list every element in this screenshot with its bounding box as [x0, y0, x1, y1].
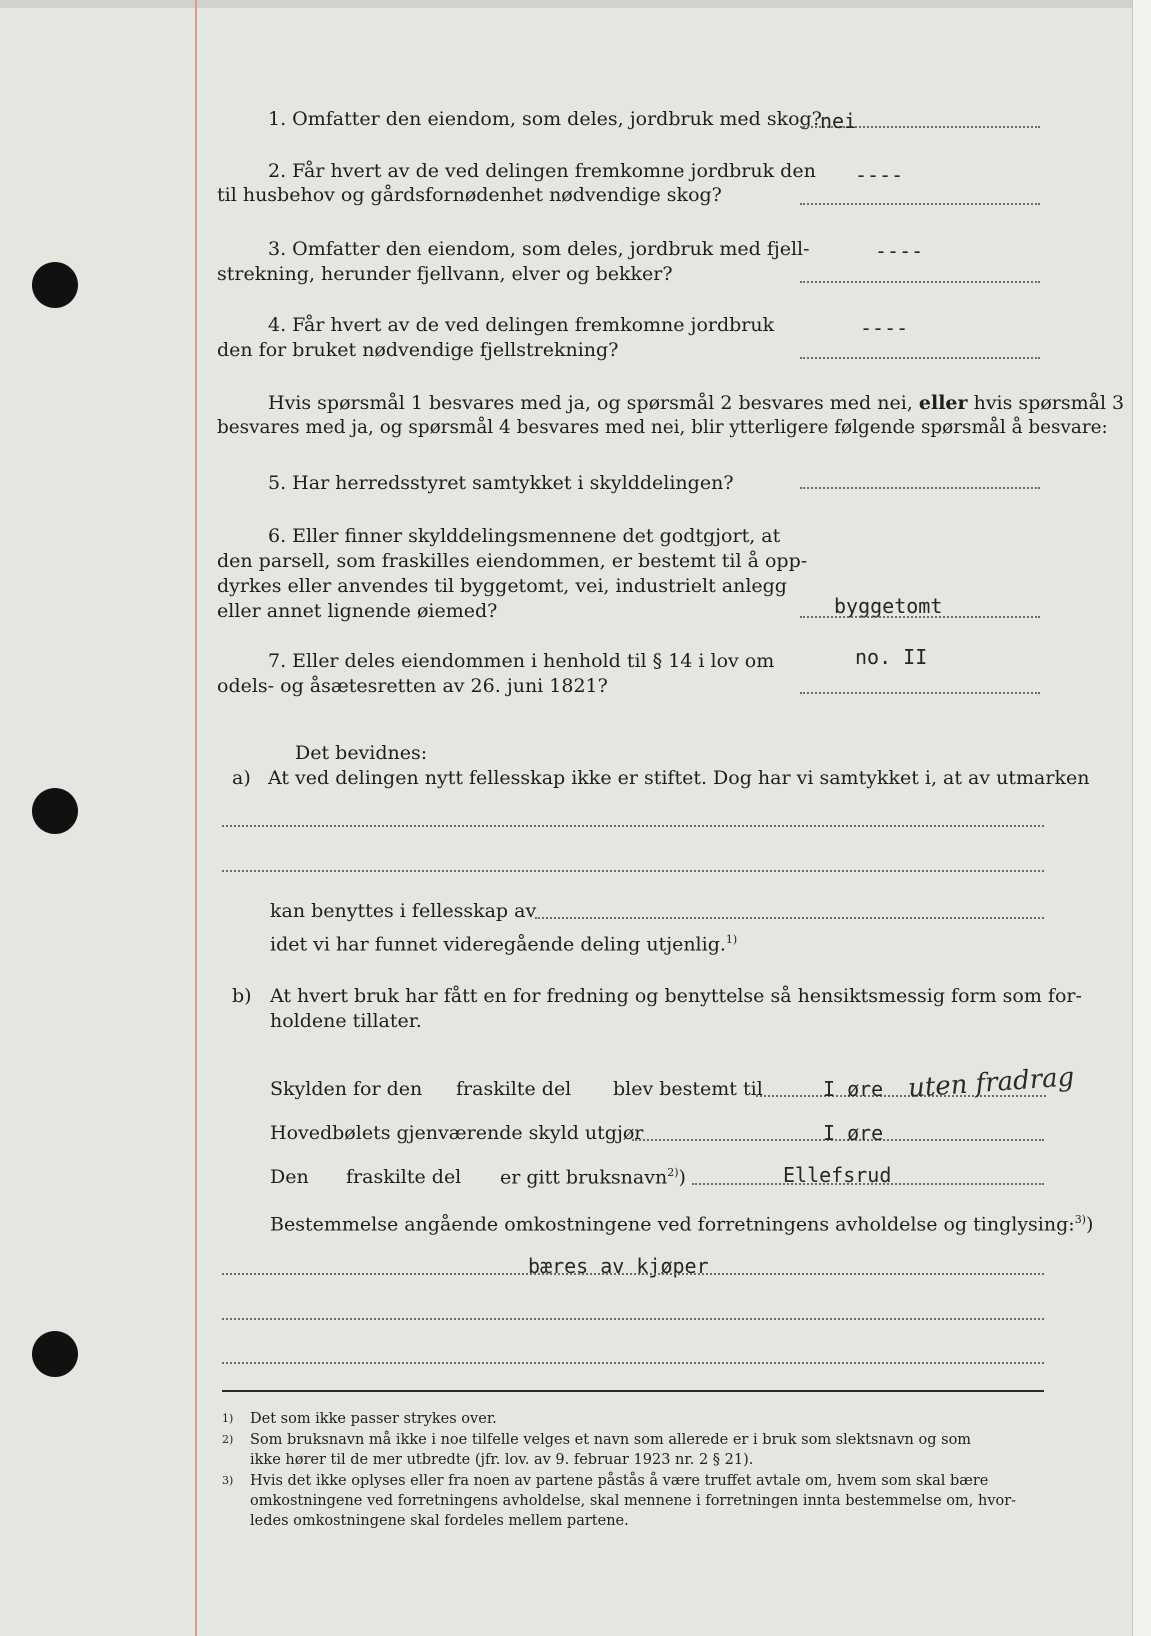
question-4-line-2: den for bruket nødvendige fjellstrekning? [217, 339, 619, 361]
omkostninger-fill-line-1 [222, 1273, 1044, 1275]
punch-hole [32, 788, 78, 834]
question-6-line-2: den parsell, som fraskilles eiendommen, er bestemt til å opp- [217, 550, 808, 572]
punch-hole [32, 262, 78, 308]
answer-7: no. II [855, 645, 928, 669]
question-3-line-1: 3. Omfatter den eiendom, som deles, jordbruk med fjell- [268, 238, 810, 260]
footnote-2-mark: 2) [222, 1433, 234, 1446]
item-a-label: a) [232, 767, 251, 789]
item-b-line-1: At hvert bruk har fått en for fredning og benyttelse så hensiktsmessig form som for- [270, 985, 1082, 1007]
answer-2: ---- [855, 163, 904, 187]
answer-6: byggetomt [834, 594, 943, 618]
omkostninger-fill-line-3 [222, 1362, 1044, 1364]
skyld-label-3: blev bestemt til [613, 1078, 763, 1100]
item-b-line-2: holdene tillater. [270, 1010, 422, 1032]
footnote-3-line-3: ledes omkostningene skal fordeles mellem partene. [250, 1513, 629, 1529]
question-6-line-4: eller annet lignende øiemed? [217, 600, 498, 622]
footnote-1-mark: 1) [222, 1412, 234, 1425]
hovedbol-label: Hovedbølets gjenværende skyld utgjør [270, 1122, 644, 1144]
punch-hole [32, 1331, 78, 1377]
skyld-answer: I øre [823, 1077, 884, 1101]
bruksnavn-label-2: fraskilte del [346, 1166, 462, 1188]
item-a-text: At ved delingen nytt fellesskap ikke er stiftet. Dog har vi samtykket i, at av utmarken [268, 767, 1090, 789]
item-a-fill-line-1 [222, 825, 1044, 827]
question-3-line-2: strekning, herunder fjellvann, elver og bekker? [217, 263, 673, 285]
bruksnavn-label-3: er gitt bruksnavn$^{2)}$) [500, 1166, 686, 1189]
utjenlig-text: idet vi har funnet videregående deling utjenlig.$^{1)}$ [270, 933, 738, 956]
bruksnavn-label-1: Den [270, 1166, 309, 1188]
bevidnes-heading: Det bevidnes: [295, 742, 428, 764]
question-7-line-1: 7. Eller deles eiendommen i henhold til § 14 i lov om [268, 650, 775, 672]
item-a-fill-line-2 [222, 870, 1044, 872]
omkostninger-answer: bæres av kjøper [528, 1254, 709, 1278]
fellesskap-fill-line [535, 917, 1044, 919]
question-2-line-2: til husbehov og gårdsfornødenhet nødvendige skog? [217, 184, 722, 206]
footnote-1-line-1: Det som ikke passer strykes over. [250, 1411, 497, 1427]
scan-right-edge [1132, 0, 1151, 1636]
hovedbol-answer: I øre [823, 1121, 884, 1145]
answer-line-7 [800, 692, 1040, 694]
item-b-label: b) [232, 985, 252, 1007]
answer-line-3 [800, 281, 1040, 283]
omkostninger-fill-line-2 [222, 1318, 1044, 1320]
scan-top-edge [0, 0, 1151, 8]
condition-line-1: Hvis spørsmål 1 besvares med ja, og spørsmål 2 besvares med nei, eller hvis spørsmål 3 [268, 392, 1125, 414]
bruksnavn-answer: Ellefsrud [783, 1163, 892, 1187]
footnote-rule [222, 1390, 1044, 1392]
answer-line-6 [800, 616, 1040, 618]
question-6-line-3: dyrkes eller anvendes til byggetomt, vei, industrielt anlegg [217, 575, 787, 597]
omkostninger-label: Bestemmelse angående omkostningene ved forretningens avholdelse og tinglysing:$^{3)}$) [270, 1213, 1094, 1236]
margin-line [195, 0, 197, 1636]
answer-1: nei [820, 109, 857, 133]
footnote-2-line-2: ikke hører til de mer utbredte (jfr. lov. av 9. februar 1923 nr. 2 § 21). [250, 1452, 754, 1468]
answer-3: ---- [875, 239, 924, 263]
question-7-line-2: odels- og åsætesretten av 26. juni 1821? [217, 675, 608, 697]
condition-line-2: besvares med ja, og spørsmål 4 besvares med nei, blir ytterligere følgende spørsmål å besvare: [217, 417, 1108, 438]
skyld-label-2: fraskilte del [456, 1078, 572, 1100]
footnote-3-line-1: Hvis det ikke oplyses eller fra noen av partene påstås å være truffet avtale om, hvem som skal bære [250, 1473, 989, 1489]
answer-line-2 [800, 203, 1040, 205]
answer-line-5 [800, 487, 1040, 489]
footnote-2-line-1: Som bruksnavn må ikke i noe tilfelle velges et navn som allerede er i bruk som slektsnavn og som [250, 1432, 972, 1448]
question-4-line-1: 4. Får hvert av de ved delingen fremkomne jordbruk [268, 314, 775, 336]
question-5: 5. Har herredsstyret samtykket i skylddelingen? [268, 472, 734, 494]
answer-4: ---- [860, 316, 909, 340]
question-6-line-1: 6. Eller finner skylddelingsmennene det godtgjort, at [268, 525, 781, 547]
question-1: 1. Omfatter den eiendom, som deles, jordbruk med skog? [268, 108, 822, 130]
answer-line-4 [800, 357, 1040, 359]
question-2-line-1: 2. Får hvert av de ved delingen fremkomne jordbruk den [268, 160, 816, 182]
handwritten-note: uten fradrag [907, 1062, 1076, 1104]
skyld-label-1: Skylden for den [270, 1078, 423, 1100]
fellesskap-text: kan benyttes i fellesskap av [270, 900, 537, 922]
footnote-3-line-2: omkostningene ved forretningens avholdelse, skal mennene i forretningen innta bestemmelse om, hvor- [250, 1493, 1017, 1509]
footnote-3-mark: 3) [222, 1474, 234, 1487]
